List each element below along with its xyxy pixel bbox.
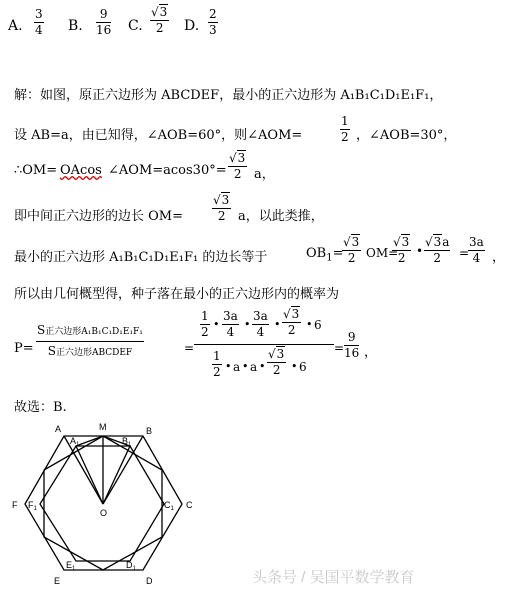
prob-eq1: = bbox=[184, 341, 195, 355]
watermark: 头条号 / 吴国平数学教育 bbox=[252, 569, 415, 586]
label-E: E bbox=[54, 576, 61, 586]
solution-line-5-frac4: 3a 4 bbox=[469, 235, 484, 265]
label-D: D bbox=[146, 576, 153, 586]
label-A1: $A_1$ bbox=[70, 436, 80, 448]
mid-den-half: 1 2 bbox=[213, 349, 221, 379]
solution-line-3a: ∴OM= bbox=[14, 163, 58, 178]
solution-line-6: 所以由几何概型得，种子落在最小的正六边形内的概率为 bbox=[14, 287, 340, 302]
choice-d-label: D. bbox=[184, 18, 200, 34]
label-B: B bbox=[146, 426, 153, 436]
mid-num-tail: 6 bbox=[314, 318, 322, 332]
mid-den-dot3: • bbox=[259, 360, 266, 373]
choice-a-fraction: 3 4 bbox=[35, 7, 43, 37]
mid-den-dot1: • bbox=[225, 360, 232, 373]
label-A: A bbox=[55, 424, 62, 434]
choice-a-label: A. bbox=[8, 18, 23, 34]
mid-den-frac: √3 2 bbox=[268, 347, 285, 377]
solution-line-3-wavy: OAcos bbox=[60, 163, 102, 178]
choice-c-label: C. bbox=[128, 18, 143, 34]
solution-line-3c: a， bbox=[254, 167, 275, 182]
solution-line-3-fraction: √3 2 bbox=[229, 151, 246, 181]
solution-line-5-end: ， bbox=[492, 250, 506, 265]
mid-num-frac2: 3a 4 bbox=[253, 309, 268, 339]
label-C1: $C_1$ bbox=[164, 500, 174, 512]
label-D1: $D_1$ bbox=[126, 560, 136, 572]
solution-line-5-frac1: √3 2 bbox=[343, 235, 360, 265]
label-M: M bbox=[99, 422, 107, 432]
solution-line-5-ob: $OB_1=$ bbox=[306, 246, 344, 264]
prob-area-ratio: S正六边形A₁B₁C₁D₁E₁F₁ S正六边形ABCDEF bbox=[37, 323, 143, 358]
mid-num-half: 1 2 bbox=[201, 309, 209, 339]
solution-line-3b: ∠AOM=acos30°= bbox=[108, 163, 227, 178]
choice-b-fraction: 9 16 bbox=[96, 7, 112, 37]
line-OA1 bbox=[76, 446, 103, 504]
label-O: O bbox=[100, 508, 108, 518]
prob-result: 9 16 bbox=[344, 330, 360, 360]
solution-line-2b: ，∠AOB=30°， bbox=[356, 128, 457, 143]
prob-middle-fraction bbox=[194, 307, 336, 382]
solution-line-2-fraction: 1 2 bbox=[341, 114, 349, 144]
mid-den-a2: a bbox=[250, 360, 258, 374]
mid-fraction-bar bbox=[194, 344, 334, 345]
mid-num-frac1: 3a 4 bbox=[223, 309, 238, 339]
label-C: C bbox=[186, 500, 193, 510]
solution-line-5-eq2: = bbox=[459, 246, 470, 260]
solution-line-4a: 即中间正六边形的边长 OM= bbox=[14, 209, 183, 224]
solution-line-4b: a，以此类推， bbox=[238, 209, 324, 224]
line-OB1 bbox=[103, 446, 130, 504]
label-B1: $B_1$ bbox=[122, 436, 132, 448]
label-F: F bbox=[12, 500, 18, 510]
answer-line: 故选：B. bbox=[14, 400, 67, 415]
solution-line-5a: 最小的正六边形 A₁B₁C₁D₁E₁F₁ 的边长等于 bbox=[14, 250, 268, 265]
solution-line-5-frac3: √3a 2 bbox=[425, 235, 450, 265]
solution-line-4-fraction: √3 2 bbox=[213, 193, 230, 223]
mid-den-a1: a bbox=[233, 360, 241, 374]
label-F1: $F_1$ bbox=[28, 500, 37, 512]
mid-num-dot2: • bbox=[244, 318, 251, 331]
mid-den-dot2: • bbox=[242, 360, 249, 373]
mid-den-tail: 6 bbox=[299, 360, 307, 374]
hexagon-figure bbox=[0, 418, 200, 595]
mid-num-dot3: • bbox=[274, 318, 281, 331]
mid-num-dot4: • bbox=[306, 318, 313, 331]
mid-den-dot4: • bbox=[291, 360, 298, 373]
solution-line-5-dot: • bbox=[416, 244, 424, 258]
solution-line-2a: 设 AB=a，由已知得，∠AOB=60°，则∠AOM= bbox=[14, 128, 303, 143]
mid-num-dot1: • bbox=[213, 318, 220, 331]
solution-line-5-om: OM= bbox=[366, 246, 399, 260]
prob-label: P= bbox=[14, 341, 34, 356]
label-E1: $E_1$ bbox=[66, 560, 76, 572]
choice-d-fraction: 2 3 bbox=[209, 7, 217, 37]
prob-eq2: = bbox=[334, 341, 345, 355]
mid-num-frac3: √3 2 bbox=[283, 307, 300, 337]
choice-b-label: B. bbox=[68, 18, 83, 34]
prob-end: ， bbox=[364, 345, 378, 360]
choice-c-fraction: √3 2 bbox=[151, 5, 168, 35]
solution-line-1: 解：如图，原正六边形为 ABCDEF，最小的正六边形为 A₁B₁C₁D₁E₁F₁， bbox=[14, 88, 443, 103]
solution-line-5-frac2: √3 2 bbox=[393, 235, 410, 265]
